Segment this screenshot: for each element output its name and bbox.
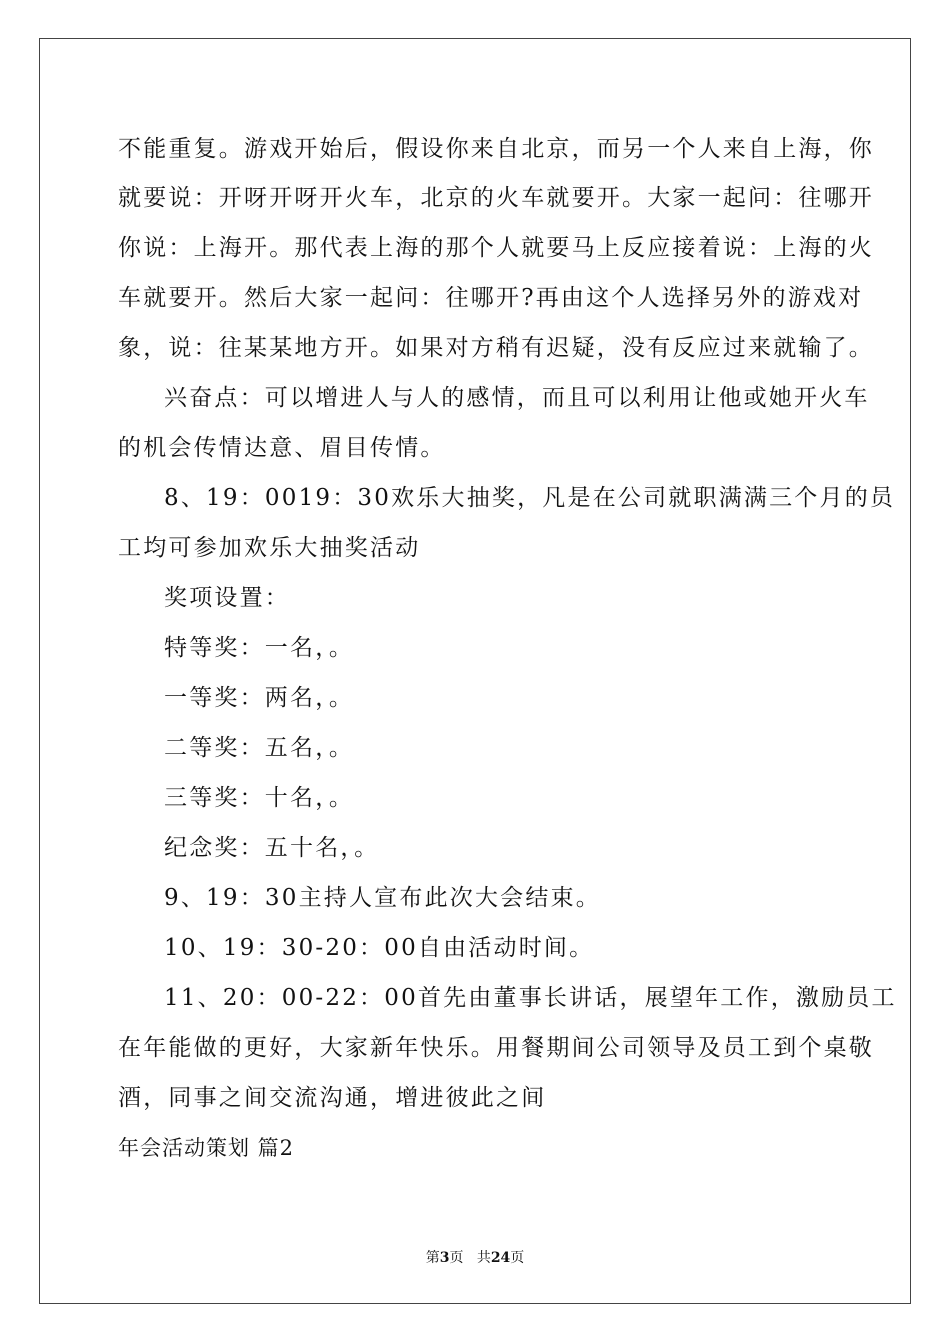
body-line: 特等奖：一名，。 — [164, 635, 355, 661]
section-heading: 年会活动策划 篇2 — [118, 1136, 295, 1160]
body-line: 不能重复。游戏开始后，假设你来自北京，而另一个人来自上海，你 — [118, 136, 874, 162]
page-current: 3 — [439, 1250, 450, 1266]
body-line: 车就要开。然后大家一起问：往哪开?再由这个人选择另外的游戏对 — [118, 285, 864, 311]
body-line: 工均可参加欢乐大抽奖活动 — [118, 535, 421, 561]
page-footer — [0, 1247, 950, 1267]
body-line: 纪念奖：五十名，。 — [164, 835, 380, 861]
body-line: 10、19：30-20：00自由活动时间。 — [164, 935, 595, 961]
page-suffix: 页 — [449, 1250, 464, 1266]
body-line: 奖项设置： — [164, 585, 290, 611]
body-line: 11、20：00-22：00首先由董事长讲话，展望年工作，激励员工 — [164, 985, 897, 1011]
page-border — [39, 38, 911, 1304]
body-line: 二等奖：五名，。 — [164, 735, 355, 761]
body-line: 酒，同事之间交流沟通，增进彼此之间 — [118, 1085, 547, 1111]
page-total: 24 — [490, 1250, 511, 1266]
body-line: 你说：上海开。那代表上海的那个人就要马上反应接着说：上海的火 — [118, 235, 874, 261]
body-line: 9、19：30主持人宣布此次大会结束。 — [164, 885, 601, 911]
body-line: 就要说：开呀开呀开火车，北京的火车就要开。大家一起问：往哪开 — [118, 185, 874, 211]
total-prefix: 共 — [476, 1250, 491, 1266]
body-line: 8、19：0019：30欢乐大抽奖，凡是在公司就职满满三个月的员 — [164, 485, 896, 511]
body-line: 兴奋点：可以增进人与人的感情，而且可以利用让他或她开火车 — [164, 385, 870, 411]
body-line: 三等奖：十名，。 — [164, 785, 355, 811]
body-line: 在年能做的更好，大家新年快乐。用餐期间公司领导及员工到个桌敬 — [118, 1035, 874, 1061]
page-prefix: 第 — [425, 1250, 440, 1266]
body-line: 象，说：往某某地方开。如果对方稍有迟疑，没有反应过来就输了。 — [118, 335, 874, 361]
body-line: 的机会传情达意、眉目传情。 — [118, 435, 446, 461]
total-suffix: 页 — [510, 1250, 525, 1266]
body-line: 一等奖：两名，。 — [164, 685, 355, 711]
